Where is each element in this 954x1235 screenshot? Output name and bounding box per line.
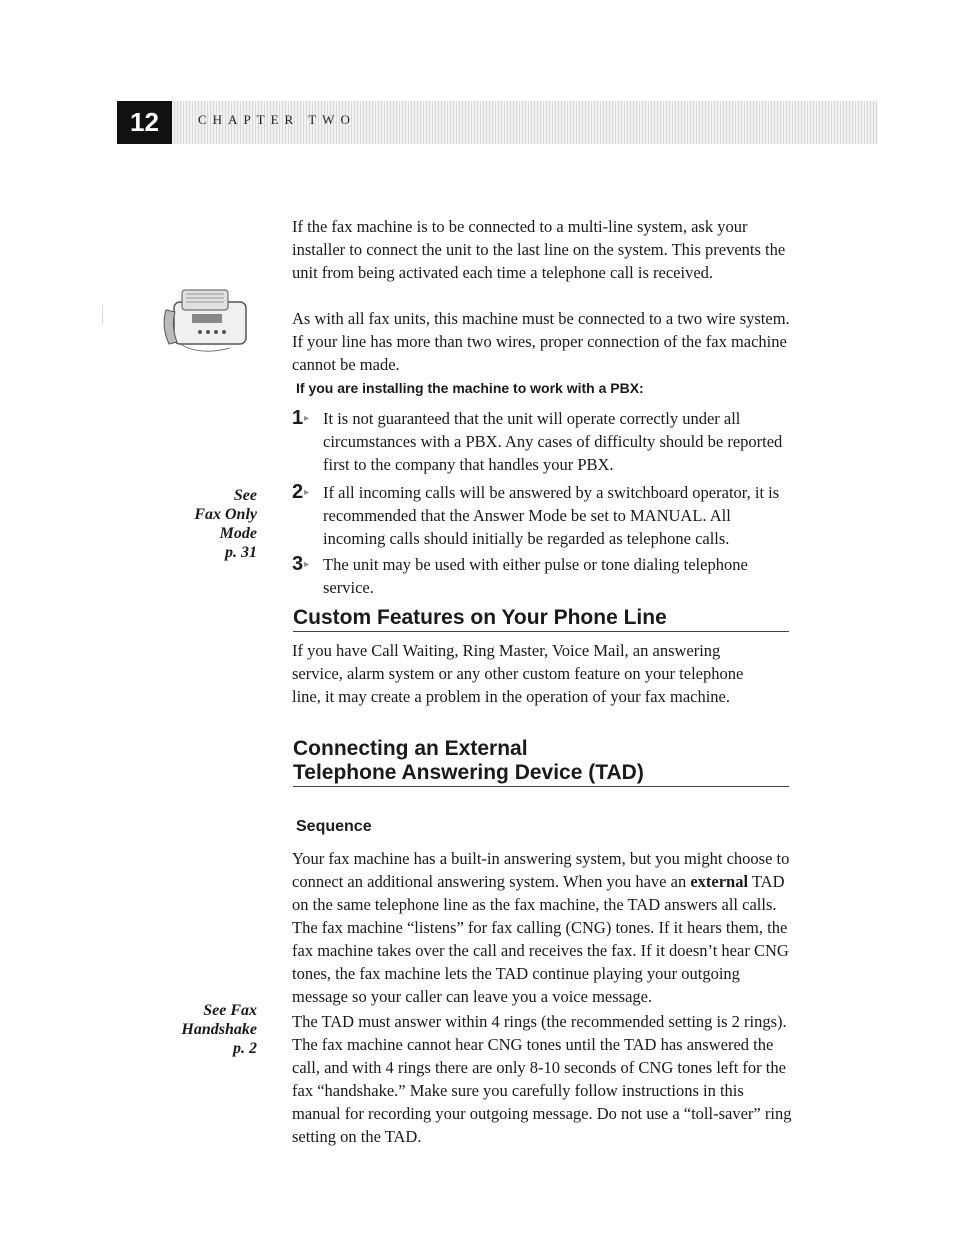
step-number: 2 ▸	[292, 481, 320, 504]
tad-section-title	[293, 737, 789, 787]
side-note-line: See Fax	[203, 1002, 257, 1019]
side-note-line: Mode	[219, 525, 257, 542]
tad-title-line-1: Connecting an External	[293, 737, 528, 760]
sequence-heading: Sequence	[296, 818, 372, 835]
side-note-handshake	[181, 1001, 257, 1058]
tad-paragraph-2: The TAD must answer within 4 rings (the recommended setting is 2 rings). The fax machine cannot hear CNG tones until the TAD has answered the call, and with 4 rings there are only 8-10 seconds of CNG tones left for the fax “handshake.” Make sure you carefully follow instructions in this manual for recording your outgoing message. Do not use a “toll-saver” ring setting on the TAD.	[292, 1012, 792, 1146]
step-number: 1 ▸	[292, 407, 320, 430]
page-number: 12	[117, 101, 172, 144]
fax-machine-icon	[160, 284, 255, 359]
custom-features-body: If you have Call Waiting, Ring Master, Voice Mail, an answering service, alarm system or any other custom feature on your telephone line, it may create a problem in the operation of your fax machine.	[292, 641, 744, 706]
side-note-line: p. 31	[225, 544, 257, 561]
list-item-step-1	[292, 407, 792, 477]
pbx-heading: If you are installing the machine to work with a PBX:	[296, 380, 644, 396]
side-note-line: Handshake	[181, 1021, 257, 1038]
step-number: 3 ▸	[292, 553, 320, 576]
chapter-label: CHAPTER TWO	[198, 112, 356, 127]
side-note-line: Fax Only	[194, 506, 257, 523]
tad-p1-text: TAD on the same telephone line as the fax machine, the TAD answers all calls. The fax machine “listens” for fax calling (CNG) tones. If it hears them, the fax machine takes over the call and receives the fax. If it doesn’t hear CNG tones, the fax machine lets the TAD continue playing your outgoing message so your caller can leave you a voice message.	[292, 872, 789, 1006]
step-text: It is not guaranteed that the unit will operate correctly under all circumstances with a PBX. Any cases of difficulty should be reported first to the company that handles your PBX.	[323, 409, 783, 474]
margin-divider	[102, 305, 103, 325]
step-text: The unit may be used with either pulse or tone dialing telephone service.	[323, 555, 748, 597]
tad-p1-bold: external	[690, 872, 749, 891]
intro-paragraph-2: As with all fax units, this machine must be connected to a two wire system. If your line has more than two wires, proper connection of the fax machine cannot be made.	[292, 309, 790, 374]
tad-paragraph-1	[292, 847, 792, 1008]
side-note-line: See	[233, 487, 257, 504]
custom-features-title: Custom Features on Your Phone Line	[293, 606, 789, 632]
tad-p1-text: Your fax machine has a built-in answering system, but you might choose to connect an additional answering system. When you have an	[292, 849, 790, 891]
side-note-fax-only	[194, 486, 257, 562]
list-item-step-3	[292, 553, 792, 597]
list-item-step-2	[292, 481, 792, 551]
intro-paragraph-1: If the fax machine is to be connected to a multi-line system, ask your installer to connect the unit to the last line on the system. This prevents the unit from being activated each time a telephone call is received.	[292, 217, 786, 282]
tad-title-line-2: Telephone Answering Device (TAD)	[293, 761, 644, 784]
step-text: If all incoming calls will be answered by a switchboard operator, it is recommended that the Answer Mode be set to MANUAL. All incoming calls should initially be regarded as telephone calls.	[323, 483, 780, 548]
side-note-line: p. 2	[233, 1040, 257, 1057]
